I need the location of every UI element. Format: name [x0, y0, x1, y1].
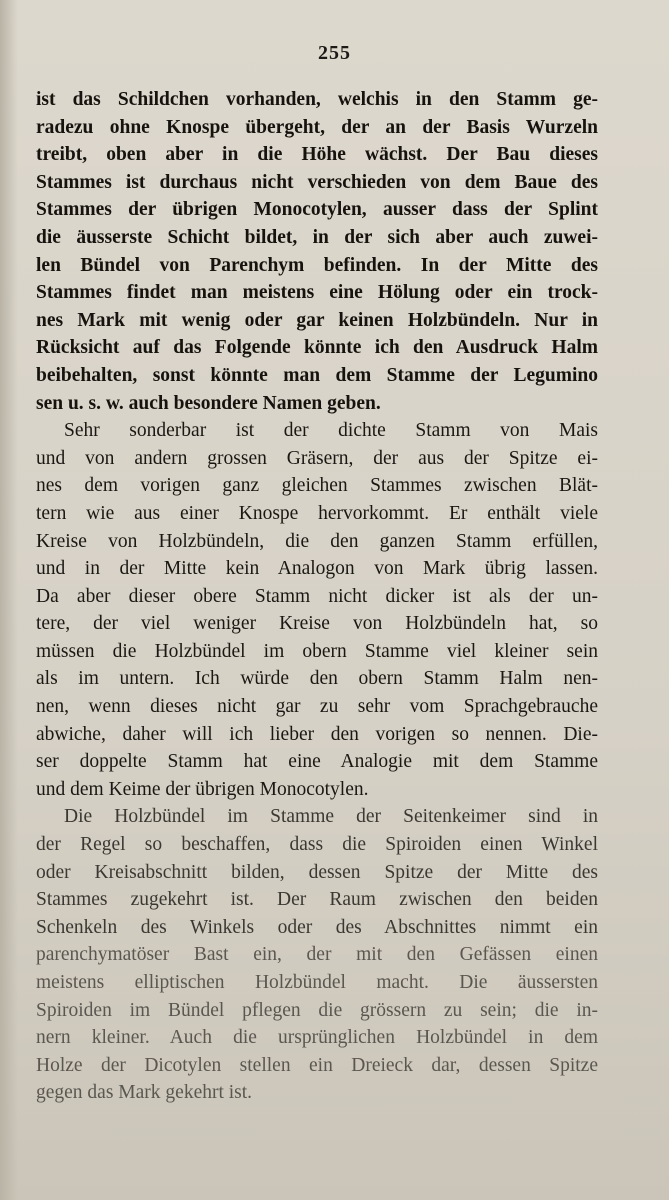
text-line: ser doppelte Stamm hat eine Analogie mit dem Stamme: [36, 751, 598, 773]
text-line: und von andern grossen Gräsern, der aus der Spitze ei-: [36, 447, 598, 469]
text-line: der Regel so beschaffen, dass die Spiroiden einen Winkel: [36, 834, 598, 856]
text-line: gegen das Mark gekehrt ist.: [36, 1082, 253, 1104]
text-line: beibehalten, sonst könnte man dem Stamme der Legumino: [36, 364, 598, 386]
text-line: tere, der viel weniger Kreise von Holzbündeln hat, so: [36, 613, 598, 635]
text-line: Holze der Dicotylen stellen ein Dreieck dar, dessen Spitze: [36, 1054, 598, 1076]
text-line: sen u. s. w. auch besondere Namen geben.: [36, 392, 381, 414]
page-number: 255: [318, 42, 351, 64]
text-line: als im untern. Ich würde den obern Stamm Halm nen-: [36, 668, 598, 690]
text-line: parenchymatöser Bast ein, der mit den Gefässen einen: [36, 944, 598, 966]
text-line: Kreise von Holzbündeln, die den ganzen Stamm erfüllen,: [36, 530, 598, 552]
text-line: Sehr sonderbar ist der dichte Stamm von Mais: [64, 420, 598, 442]
text-line: nes dem vorigen ganz gleichen Stammes zwischen Blät-: [36, 475, 598, 497]
text-line: Schenkeln des Winkels oder des Abschnittes nimmt ein: [36, 916, 598, 938]
text-line: len Bündel von Parenchym befinden. In der Mitte des: [36, 254, 598, 276]
text-line: Stammes findet man meistens eine Hölung oder ein trock-: [36, 282, 598, 304]
text-line: radezu ohne Knospe übergeht, der an der Basis Wurzeln: [36, 116, 598, 138]
text-line: Die Holzbündel im Stamme der Seitenkeimer sind in: [64, 806, 598, 828]
text-line: Spiroiden im Bündel pflegen die grössern zu sein; die in-: [36, 999, 598, 1021]
text-line: Stammes ist durchaus nicht verschieden von dem Baue des: [36, 171, 598, 193]
text-line: müssen die Holzbündel im obern Stamme viel kleiner sein: [36, 640, 598, 662]
text-line: treibt, oben aber in die Höhe wächst. Der Bau dieses: [36, 144, 598, 166]
text-line: die äusserste Schicht bildet, in der sich aber auch zuwei-: [36, 226, 598, 248]
text-line: Rücksicht auf das Folgende könnte ich den Ausdruck Halm: [36, 337, 598, 359]
text-line: meistens elliptischen Holzbündel macht. Die äussersten: [36, 972, 598, 993]
text-line: und dem Keime der übrigen Monocotylen.: [36, 778, 369, 800]
text-body: [36, 86, 598, 1107]
text-line: nes Mark mit wenig oder gar keinen Holzbündeln. Nur in: [36, 309, 598, 331]
text-line: nern kleiner. Auch die ursprünglichen Holzbündel in dem: [36, 1027, 598, 1049]
paragraph-2: [36, 417, 598, 803]
text-line: ist das Schildchen vorhanden, welchis in den Stamm ge-: [36, 89, 598, 110]
text-line: Stammes zugekehrt ist. Der Raum zwischen den beiden: [36, 889, 598, 911]
text-line: tern wie aus einer Knospe hervorkommt. Er enthält viele: [36, 502, 598, 524]
paragraph-1: [36, 86, 598, 417]
text-line: Da aber dieser obere Stamm nicht dicker ist als der un-: [36, 585, 598, 607]
text-line: oder Kreisabschnitt bilden, dessen Spitze der Mitte des: [36, 861, 598, 883]
text-line: abwiche, daher will ich lieber den vorigen so nennen. Die-: [36, 723, 598, 745]
text-line: nen, wenn dieses nicht gar zu sehr vom Sprachgebrauche: [36, 696, 598, 718]
text-line: und in der Mitte kein Analogon von Mark übrig lassen.: [36, 558, 598, 580]
paragraph-3: [36, 803, 598, 1107]
text-line: Stammes der übrigen Monocotylen, ausser dass der Splint: [36, 199, 598, 221]
